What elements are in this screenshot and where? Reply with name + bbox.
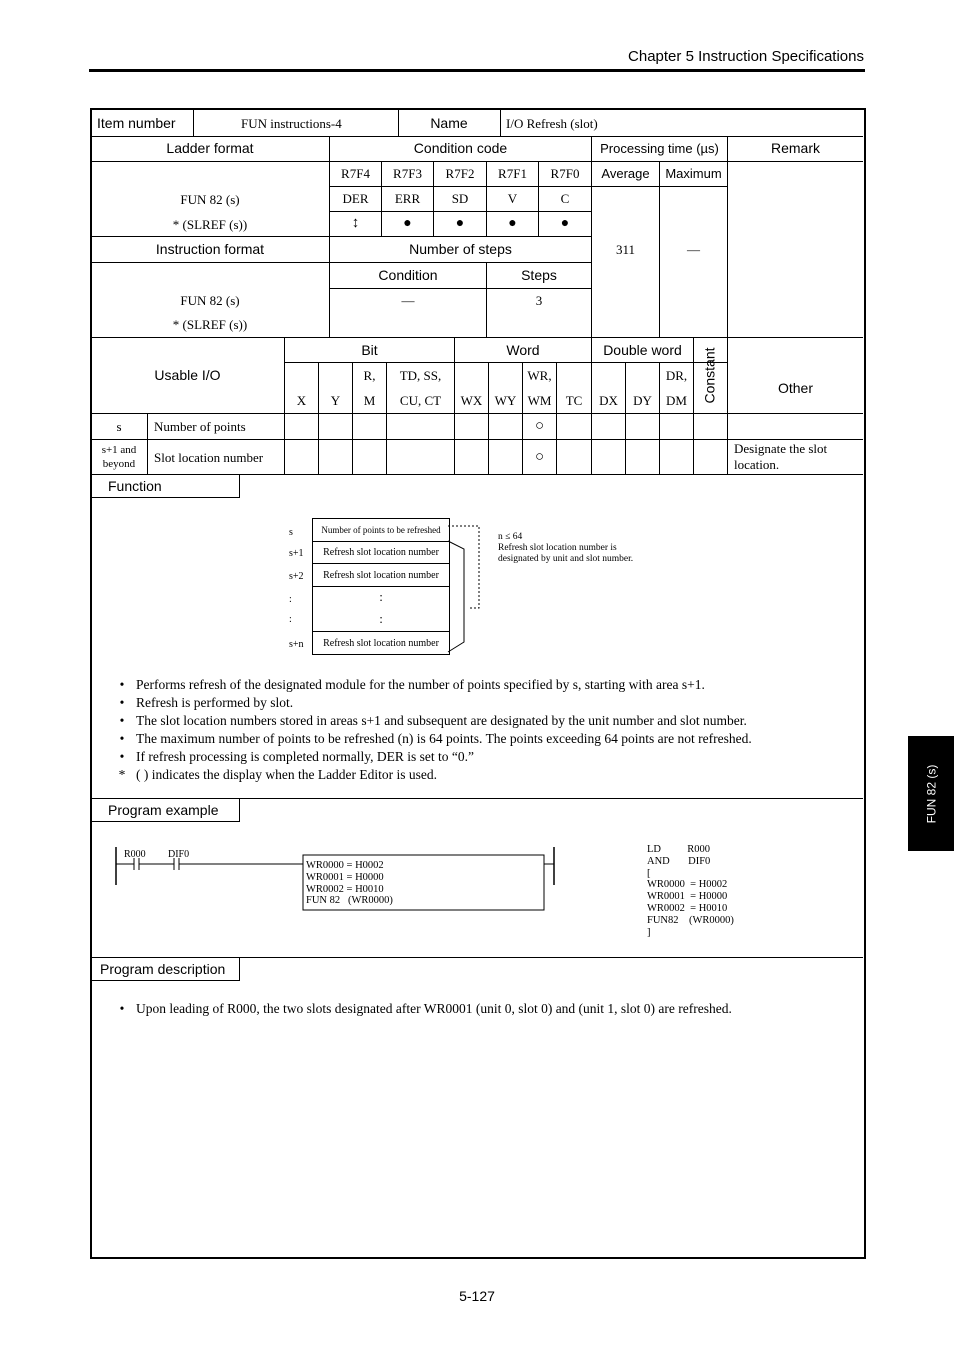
io-col-l1: WR,	[527, 368, 552, 383]
bullet-text: The slot location numbers stored in areas s+1 and subsequent are designated by the unit number and slot number.	[136, 713, 747, 728]
io-col-l2: DY	[633, 393, 652, 408]
bullet-mark: •	[119, 695, 125, 710]
io-col-l1	[592, 363, 625, 388]
ladder-line-1: FUN 82 (s)	[180, 191, 240, 207]
io-col-x	[285, 363, 318, 413]
diag-label: s	[289, 527, 293, 538]
io-col-y	[319, 363, 352, 413]
io-col-l2: DM	[666, 393, 687, 408]
bullet-item	[108, 676, 752, 694]
bullet-text: ( ) indicates the display when the Ladder Editor is used.	[136, 767, 438, 782]
remark-label: Remark	[770, 140, 820, 156]
processing-time-label: Processing time (µs)	[600, 141, 719, 156]
maximum-value: —	[687, 242, 700, 257]
diag-label: :	[289, 614, 292, 625]
ladder-format-label: Ladder format	[166, 140, 254, 156]
bullet-mark: •	[119, 749, 125, 764]
bullet-text: The maximum number of points to be refreshed (n) is 64 points. The points exceeding 64 points are not refreshed.	[136, 731, 752, 746]
bullet-mark: *	[118, 767, 126, 782]
io-col-l1	[557, 363, 591, 388]
io-col-l1	[285, 363, 318, 388]
operand-s-desc: Number of points	[154, 419, 246, 434]
cc-name: V	[507, 191, 518, 206]
steps-value: 3	[535, 293, 543, 308]
code-line: WR0000 = H0002	[306, 860, 384, 871]
bullet-mark: •	[119, 677, 125, 692]
cc-header: R7F1	[498, 166, 527, 181]
io-col-rm	[353, 363, 386, 413]
condition-value: —	[401, 293, 415, 308]
operand-s1: s+1 and beyond	[101, 444, 137, 470]
cc-name: ERR	[394, 191, 421, 206]
program-example-label: Program example	[91, 799, 240, 822]
code-line: WR0002 = H0010	[306, 883, 384, 895]
diag-note-2: Refresh slot location number is	[498, 543, 617, 553]
condition-label: Condition	[378, 266, 438, 283]
io-col-l2: DX	[599, 393, 618, 408]
cc-value-v: ●	[508, 216, 517, 231]
io-col-l1: R,	[363, 368, 376, 383]
program-description-label: Program description	[91, 958, 240, 981]
diag-box-slot: Refresh slot location number	[312, 564, 450, 587]
bullet-mark: •	[119, 713, 125, 728]
bullet-item	[108, 730, 752, 748]
diag-ellipsis: :	[379, 589, 383, 604]
page-number: 5-127	[459, 1288, 495, 1304]
list-line: AND DIF0	[647, 855, 711, 867]
io-col-l1	[626, 363, 659, 388]
list-line: ]	[647, 926, 651, 938]
side-tab-label: FUN 82 (s)	[924, 764, 939, 823]
io-col-l2: WX	[460, 393, 483, 408]
ladder-line-2: * (SLREF (s))	[172, 216, 248, 232]
cc-name: C	[560, 191, 570, 206]
operand-s: s	[116, 419, 122, 434]
usable-io-label: Usable I/O	[154, 367, 221, 383]
contact-dif0: DIF0	[168, 849, 190, 860]
name-value: I/O Refresh (slot)	[506, 115, 598, 131]
list-line: WR0002 = H0010	[647, 902, 728, 914]
io-col-l1	[455, 363, 488, 388]
list-line: WR0000 = H0002	[647, 879, 728, 891]
diag-note-3: designated by unit and slot number.	[498, 554, 634, 564]
header-rule	[89, 69, 865, 72]
list-line: FUN82 (WR0000)	[647, 914, 734, 926]
diag-box-count: Number of points to be refreshed	[312, 518, 450, 542]
bullet-text: Upon leading of R000, the two slots designated after WR0001 (unit 0, slot 0) and (unit 1, slot 0) are refreshed.	[136, 1001, 732, 1016]
io-col-dx	[592, 363, 625, 413]
io-col-dy	[626, 363, 659, 413]
cc-name: SD	[451, 191, 469, 206]
word-label: Word	[506, 341, 540, 358]
list-line: [	[647, 867, 651, 879]
item-number-value: FUN instructions-4	[241, 115, 342, 131]
bullet-text: Refresh is performed by slot.	[136, 695, 294, 710]
average-label: Average	[601, 166, 650, 181]
operand-s1-desc: Slot location number	[154, 449, 264, 465]
io-col-l1: DR,	[665, 368, 688, 383]
bullet-text: Performs refresh of the designated module for the number of points specified by s, starting with area s+1.	[136, 677, 705, 692]
item-number-label: Item number	[97, 114, 176, 131]
diag-label: :	[289, 594, 292, 605]
io-col-l2: WY	[494, 393, 517, 408]
io-col-l1	[319, 363, 352, 388]
io-col-l2: CU, CT	[399, 393, 442, 408]
cc-value-der: ↕	[351, 215, 360, 231]
operand-s-wrwm-mark: ○	[534, 418, 545, 434]
chapter-title: Chapter 5 Instruction Specifications	[628, 48, 864, 65]
bullet-item	[108, 766, 752, 784]
io-col-l2: TC	[565, 393, 583, 408]
diag-note	[498, 532, 633, 565]
diag-box-slot: Refresh slot location number	[312, 541, 450, 564]
io-col-wrwm	[523, 363, 556, 413]
io-col-wy	[489, 363, 522, 413]
diag-note-1: n ≤ 64	[498, 532, 523, 542]
cc-value-c: ●	[560, 216, 570, 231]
steps-label: Steps	[521, 266, 557, 283]
list-line: LD R000	[647, 844, 710, 855]
diag-ellipsis: :	[379, 611, 383, 626]
diag-label: s+n	[289, 639, 304, 650]
cc-header: R7F4	[341, 166, 370, 181]
io-col-l1: TD, SS,	[399, 368, 442, 383]
instr-line-2: * (SLREF (s))	[172, 316, 248, 332]
bullet-text: If refresh processing is completed normally, DER is set to “0.”	[136, 749, 475, 764]
diag-label: s+2	[289, 571, 304, 582]
function-label: Function	[91, 475, 240, 498]
list-line: WR0001 = H0000	[647, 891, 728, 903]
constant-label	[694, 338, 727, 413]
io-col-tc	[557, 363, 591, 413]
diag-box-ellipsis	[312, 587, 450, 632]
rule	[193, 110, 194, 136]
side-tab[interactable]	[908, 736, 954, 851]
cc-value-err: ●	[403, 216, 412, 231]
code-line: FUN 82 (WR0000)	[306, 895, 393, 907]
io-col-l2: M	[363, 393, 376, 408]
instr-line-1: FUN 82 (s)	[180, 292, 240, 308]
cc-header: R7F3	[393, 166, 422, 181]
condition-code-label: Condition code	[413, 140, 508, 156]
name-label: Name	[430, 114, 468, 131]
bullet-item	[108, 748, 752, 766]
io-col-l2: Y	[330, 393, 341, 408]
io-col-timer	[387, 363, 454, 413]
double-word-label: Double word	[603, 341, 682, 358]
io-col-wx	[455, 363, 488, 413]
diag-box-slot-last: Refresh slot location number	[312, 632, 450, 655]
bullet-item	[108, 712, 752, 730]
bullet-mark: •	[119, 1001, 125, 1016]
cc-name: DER	[342, 191, 369, 206]
contact-r000: R000	[124, 849, 146, 860]
other-label: Other	[777, 379, 813, 396]
bullet-item	[108, 1000, 732, 1018]
instruction-format-label: Instruction format	[155, 241, 265, 257]
bullet-item	[108, 694, 752, 712]
cc-header: R7F2	[445, 166, 475, 181]
cc-value-sd: ●	[455, 216, 465, 231]
operand-s1-wrwm-mark: ○	[534, 448, 545, 465]
constant-label-text: Constant	[702, 347, 719, 404]
rule	[727, 136, 728, 337]
ladder-box-code	[306, 860, 393, 907]
io-col-l2: X	[296, 393, 307, 408]
cc-header: R7F0	[550, 166, 580, 181]
average-value: 311	[615, 242, 636, 257]
bit-label: Bit	[361, 341, 378, 358]
io-col-drdm	[660, 363, 693, 413]
code-line: WR0001 = H0000	[306, 871, 384, 883]
maximum-label: Maximum	[665, 166, 722, 181]
io-col-l1	[489, 363, 522, 388]
description-bullets	[108, 1000, 732, 1018]
bullet-mark: •	[119, 731, 125, 746]
diag-label: s+1	[289, 548, 304, 559]
instruction-list	[647, 844, 734, 938]
operand-s1-other: Designate the slot location.	[734, 441, 828, 472]
number-of-steps-label: Number of steps	[409, 241, 512, 257]
io-col-l2: WM	[527, 393, 552, 408]
function-bullets	[108, 676, 752, 784]
diag-bracket	[440, 524, 485, 659]
